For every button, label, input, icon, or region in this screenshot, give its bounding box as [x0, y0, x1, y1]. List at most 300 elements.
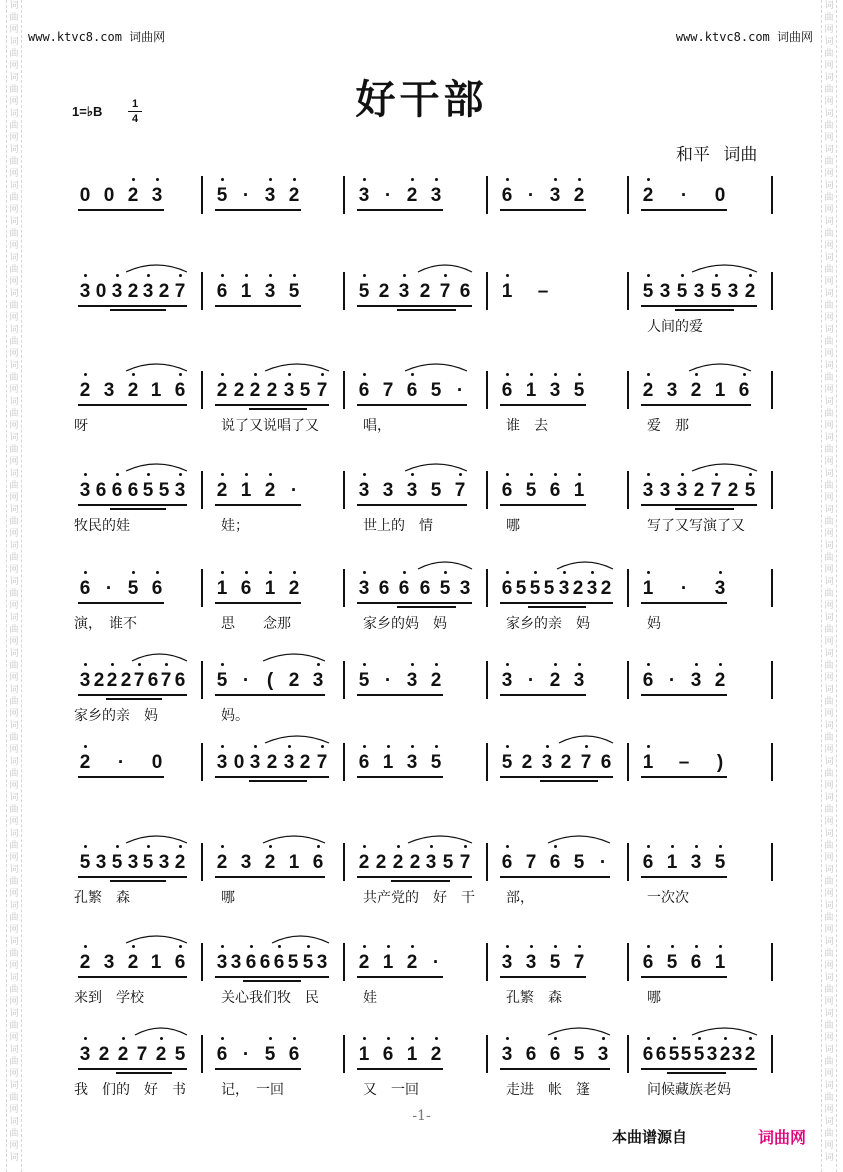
note: 3 [501, 670, 513, 691]
note: 3 [690, 670, 702, 691]
watermark-char: 网 [9, 781, 19, 791]
note: 6 [378, 578, 390, 599]
note: 3 [230, 952, 242, 973]
watermark-char: 曲 [9, 553, 19, 563]
note: 3 [142, 281, 154, 302]
watermark-char: 词 [9, 181, 19, 191]
note: 2 [98, 1044, 110, 1065]
watermark-char: 词 [9, 829, 19, 839]
watermark-char: 网 [9, 241, 19, 251]
note: 2 [549, 670, 561, 691]
lyric-text: 关心我们牧 民 [221, 990, 319, 1006]
note: 3 [659, 281, 671, 302]
slur [265, 364, 329, 371]
note: 6 [642, 670, 654, 691]
note: 6 [642, 852, 654, 873]
slur [692, 464, 757, 471]
note: 6 [147, 670, 159, 691]
watermark-char: 网 [9, 961, 19, 971]
lyric-text: 记， 一回 [221, 1082, 284, 1098]
lyric-text: 唱， [363, 418, 391, 434]
watermark-char: 词 [9, 685, 19, 695]
note: 1 [382, 752, 394, 773]
watermark-char: 词 [824, 865, 834, 875]
watermark-char: 词 [9, 433, 19, 443]
watermark-char: 网 [824, 313, 834, 323]
watermark-char: 词 [9, 541, 19, 551]
watermark-char: 曲 [9, 229, 19, 239]
note: 6 [690, 952, 702, 973]
watermark-char: 网 [824, 673, 834, 683]
note: 5 [430, 380, 442, 401]
watermark-char: 词 [824, 505, 834, 515]
note: 5 [666, 952, 678, 973]
note: 5 [693, 1044, 705, 1065]
note: 2 [521, 752, 533, 773]
watermark-char: 词 [824, 793, 834, 803]
note: · [242, 185, 250, 206]
watermark-char: 曲 [824, 337, 834, 347]
note: 2 [266, 752, 278, 773]
note: 2 [249, 380, 261, 401]
watermark-char: 网 [824, 421, 834, 431]
watermark-char: 词 [9, 973, 19, 983]
note: 2 [572, 578, 584, 599]
watermark-char: 曲 [824, 877, 834, 887]
source-label: 本曲谱源自 [612, 1128, 688, 1146]
watermark-char: 词 [824, 109, 834, 119]
watermark-char: 词 [9, 721, 19, 731]
watermark-char: 曲 [9, 1057, 19, 1067]
note: 5 [142, 480, 154, 501]
note: 5 [573, 852, 585, 873]
note: 6 [549, 1044, 561, 1065]
watermark-char: 网 [824, 781, 834, 791]
note: 1 [150, 952, 162, 973]
note: 3 [425, 852, 437, 873]
watermark-char: 词 [824, 721, 834, 731]
watermark-char: 词 [9, 649, 19, 659]
watermark-char: 曲 [9, 409, 19, 419]
note: 7 [454, 480, 466, 501]
note: 6 [174, 670, 186, 691]
watermark-char: 词 [824, 73, 834, 83]
note: 6 [549, 852, 561, 873]
watermark-char: 词 [824, 37, 834, 47]
note: 6 [127, 480, 139, 501]
note: 2 [288, 578, 300, 599]
watermark-char: 网 [824, 385, 834, 395]
lyric-text: 哪 [647, 990, 661, 1006]
note: 6 [111, 480, 123, 501]
watermark-char: 词 [824, 253, 834, 263]
watermark-char: 词 [824, 649, 834, 659]
note: 5 [216, 185, 228, 206]
slur [265, 736, 329, 743]
watermark-char: 曲 [824, 949, 834, 959]
lyric-text: 娃； [221, 518, 249, 534]
note: 5 [430, 752, 442, 773]
watermark-char: 曲 [824, 553, 834, 563]
watermark-char: 词 [9, 1153, 19, 1163]
note: 3 [283, 380, 295, 401]
slur [126, 836, 187, 843]
watermark-char: 网 [9, 421, 19, 431]
watermark-char: 曲 [9, 841, 19, 851]
note: 2 [430, 1044, 442, 1065]
note: 3 [706, 1044, 718, 1065]
note: 2 [233, 380, 245, 401]
watermark-char: 曲 [9, 1129, 19, 1139]
note: 2 [127, 281, 139, 302]
note: 3 [312, 670, 324, 691]
note: 3 [731, 1044, 743, 1065]
note: 2 [127, 380, 139, 401]
note: 3 [501, 952, 513, 973]
watermark-char: 词 [9, 1081, 19, 1091]
watermark-char: 网 [9, 133, 19, 143]
watermark-char: 曲 [9, 157, 19, 167]
lyric-text: 问候藏族老妈 [647, 1082, 731, 1098]
note: 6 [655, 1044, 667, 1065]
note: 1 [573, 480, 585, 501]
watermark-char: 曲 [9, 769, 19, 779]
note: · [384, 185, 392, 206]
watermark-char: 曲 [824, 841, 834, 851]
note: 6 [525, 1044, 537, 1065]
watermark-char: 网 [824, 457, 834, 467]
note: 3 [127, 852, 139, 873]
watermark-char: 网 [824, 817, 834, 827]
watermark-char: 网 [9, 457, 19, 467]
note: 1 [525, 380, 537, 401]
note: 3 [158, 852, 170, 873]
note: · [680, 578, 688, 599]
watermark-char: 网 [9, 97, 19, 107]
note: 2 [216, 380, 228, 401]
note: 6 [358, 380, 370, 401]
watermark-char: 词 [9, 1009, 19, 1019]
note: 0 [103, 185, 115, 206]
note: 2 [117, 1044, 129, 1065]
lyric-text: 走进 帐 篷 [506, 1082, 590, 1098]
watermark-char: 曲 [824, 301, 834, 311]
note: 1 [240, 480, 252, 501]
note: 5 [676, 281, 688, 302]
watermark-char: 词 [824, 145, 834, 155]
note: 3 [714, 578, 726, 599]
note: 1 [216, 578, 228, 599]
watermark-char: 网 [824, 565, 834, 575]
note: 1 [382, 952, 394, 973]
source-site-link[interactable]: 词曲网 [758, 1128, 807, 1147]
note: 3 [398, 281, 410, 302]
watermark-char: 词 [824, 289, 834, 299]
watermark-char: 曲 [9, 49, 19, 59]
watermark-char: 网 [9, 169, 19, 179]
watermark-char: 网 [824, 25, 834, 35]
note: 2 [727, 480, 739, 501]
watermark-char: 网 [824, 1141, 834, 1151]
watermark-char: 曲 [9, 877, 19, 887]
watermark-char: 词 [9, 1117, 19, 1127]
note: 6 [312, 852, 324, 873]
watermark-char: 曲 [824, 13, 834, 23]
note: 0 [79, 185, 91, 206]
note: 1 [642, 752, 654, 773]
note: · [527, 185, 535, 206]
watermark-char: 曲 [824, 481, 834, 491]
note: 2 [419, 281, 431, 302]
note: 2 [693, 480, 705, 501]
watermark-char: 网 [824, 277, 834, 287]
watermark-char: 曲 [9, 985, 19, 995]
watermark-char: 词 [9, 505, 19, 515]
note: 5 [714, 852, 726, 873]
watermark-char: 曲 [9, 949, 19, 959]
watermark-char: 词 [9, 325, 19, 335]
watermark-char: 网 [9, 277, 19, 287]
note: 5 [216, 670, 228, 691]
note: 3 [216, 952, 228, 973]
watermark-char: 词 [824, 901, 834, 911]
note: 2 [744, 281, 756, 302]
note: 2 [358, 952, 370, 973]
watermark-char: 曲 [824, 1057, 834, 1067]
watermark-char: 曲 [824, 265, 834, 275]
note: 5 [642, 281, 654, 302]
watermark-char: 曲 [9, 661, 19, 671]
note: · [290, 480, 298, 501]
note: 6 [501, 578, 513, 599]
watermark-char: 曲 [824, 409, 834, 419]
note: 0 [151, 752, 163, 773]
lyric-text: 家乡的亲 妈 [506, 616, 590, 632]
note: 6 [398, 578, 410, 599]
watermark-char: 网 [824, 745, 834, 755]
note: 3 [240, 852, 252, 873]
note: 2 [79, 952, 91, 973]
note: 5 [142, 852, 154, 873]
note: 3 [558, 578, 570, 599]
time-signature-bottom: 4 [131, 113, 139, 125]
note: 5 [573, 380, 585, 401]
lyric-text: 部， [506, 890, 534, 906]
note: 3 [358, 578, 370, 599]
note: 3 [642, 480, 654, 501]
watermark-char: 网 [9, 637, 19, 647]
note: 3 [501, 1044, 513, 1065]
note: 5 [430, 480, 442, 501]
note: 3 [525, 952, 537, 973]
watermark-char: 网 [824, 61, 834, 71]
note: 7 [439, 281, 451, 302]
note: 3 [283, 752, 295, 773]
note: 5 [501, 752, 513, 773]
note: 2 [690, 380, 702, 401]
note: 3 [459, 578, 471, 599]
slur [126, 364, 187, 371]
note: 1 [714, 380, 726, 401]
watermark-char: 词 [9, 217, 19, 227]
lyric-text: 哪 [221, 890, 235, 906]
note: 3 [264, 185, 276, 206]
watermark-char: 网 [824, 1033, 834, 1043]
note: 2 [288, 670, 300, 691]
watermark-char: 词 [824, 1009, 834, 1019]
watermark-char: 曲 [824, 517, 834, 527]
note: 3 [151, 185, 163, 206]
note: 1 [642, 578, 654, 599]
note: 3 [174, 480, 186, 501]
note: · [242, 1044, 250, 1065]
watermark-char: 曲 [9, 481, 19, 491]
watermark-char: 词 [9, 1, 19, 11]
watermark-char: 曲 [824, 733, 834, 743]
note: 1 [288, 852, 300, 873]
lyric-text: 哪 [506, 518, 520, 534]
note: 3 [549, 185, 561, 206]
lyric-text: 来到 学校 [74, 990, 144, 1006]
note: 2 [120, 670, 132, 691]
note: 5 [668, 1044, 680, 1065]
watermark-char: 词 [9, 793, 19, 803]
lyric-text: 妈 [647, 616, 661, 632]
lyric-text: 说了又说唱了又 [221, 418, 319, 434]
watermark-char: 词 [9, 289, 19, 299]
watermark-char: 词 [824, 325, 834, 335]
watermark-char: 曲 [824, 445, 834, 455]
watermark-char: 网 [9, 709, 19, 719]
watermark-char: 曲 [9, 301, 19, 311]
note: ) [716, 752, 724, 773]
watermark-char: 词 [824, 1045, 834, 1055]
note: 6 [273, 952, 285, 973]
watermark-char: 词 [824, 937, 834, 947]
slur [408, 836, 472, 843]
watermark-char: 曲 [824, 229, 834, 239]
note: · [456, 380, 464, 401]
lyric-text: 呀 [74, 418, 88, 434]
watermark-char: 网 [9, 1033, 19, 1043]
watermark-char: 词 [824, 829, 834, 839]
note: 0 [714, 185, 726, 206]
watermark-char: 曲 [9, 13, 19, 23]
note: 7 [316, 380, 328, 401]
note: 3 [103, 380, 115, 401]
note: · [432, 952, 440, 973]
watermark-char: 网 [824, 601, 834, 611]
watermark-char: 词 [824, 469, 834, 479]
note: 3 [264, 281, 276, 302]
watermark-char: 曲 [9, 589, 19, 599]
watermark-char: 曲 [824, 805, 834, 815]
watermark-char: 曲 [824, 1129, 834, 1139]
note: 5 [299, 380, 311, 401]
watermark-char: 网 [824, 169, 834, 179]
note: 2 [264, 852, 276, 873]
watermark-char: 网 [9, 853, 19, 863]
note: 3 [406, 752, 418, 773]
watermark-char: 网 [9, 817, 19, 827]
note: 7 [525, 852, 537, 873]
watermark-char: 网 [9, 1105, 19, 1115]
note: 5 [573, 1044, 585, 1065]
composer-credit: 和平 词曲 [676, 145, 758, 165]
note: 6 [549, 480, 561, 501]
watermark-char: 曲 [9, 805, 19, 815]
watermark-char: 网 [9, 385, 19, 395]
watermark-char: 词 [9, 109, 19, 119]
lyric-text: 孔繁 森 [74, 890, 130, 906]
note: 7 [710, 480, 722, 501]
note: 5 [358, 670, 370, 691]
lyric-text: 谁 去 [506, 418, 548, 434]
note: · [668, 670, 676, 691]
watermark-char: 词 [824, 217, 834, 227]
watermark-char: 词 [9, 253, 19, 263]
watermark-char: 网 [824, 1105, 834, 1115]
note: 5 [158, 480, 170, 501]
watermark-char: 曲 [824, 1093, 834, 1103]
slur [126, 464, 187, 471]
note: · [680, 185, 688, 206]
watermark-char: 网 [9, 1069, 19, 1079]
watermark-char: 曲 [9, 265, 19, 275]
watermark-char: 曲 [9, 337, 19, 347]
note: 3 [586, 578, 598, 599]
slur [559, 736, 613, 743]
note: 6 [501, 480, 513, 501]
note: 5 [529, 578, 541, 599]
slur [272, 936, 329, 943]
watermark-char: 词 [9, 865, 19, 875]
lyric-text: 孔繁 森 [506, 990, 562, 1006]
watermark-char: 网 [9, 25, 19, 35]
watermark-char: 曲 [9, 733, 19, 743]
lyric-text: 写了又写演了又 [647, 518, 745, 534]
key-signature: 1=♭B [72, 104, 103, 119]
watermark-char: 网 [824, 889, 834, 899]
slur [135, 1028, 187, 1035]
watermark-char: 词 [9, 1045, 19, 1055]
note: 5 [710, 281, 722, 302]
song-title: 好干部 [355, 76, 488, 123]
note: 2 [155, 1044, 167, 1065]
note: 6 [288, 1044, 300, 1065]
note: 2 [714, 670, 726, 691]
note: 3 [79, 480, 91, 501]
watermark-char: 网 [824, 529, 834, 539]
note: · [527, 670, 535, 691]
note: 1 [714, 952, 726, 973]
note: 3 [79, 670, 91, 691]
watermark-char: 词 [9, 469, 19, 479]
note: 3 [659, 480, 671, 501]
watermark-char: 曲 [824, 697, 834, 707]
watermark-char: 词 [824, 1153, 834, 1163]
note: 5 [79, 852, 91, 873]
watermark-char: 网 [824, 1069, 834, 1079]
note: 2 [409, 852, 421, 873]
note: 5 [288, 281, 300, 302]
note: 5 [515, 578, 527, 599]
note: 5 [439, 578, 451, 599]
note: 7 [459, 852, 471, 873]
note: 2 [719, 1044, 731, 1065]
page-number: -1- [412, 1108, 431, 1124]
note: 2 [288, 185, 300, 206]
